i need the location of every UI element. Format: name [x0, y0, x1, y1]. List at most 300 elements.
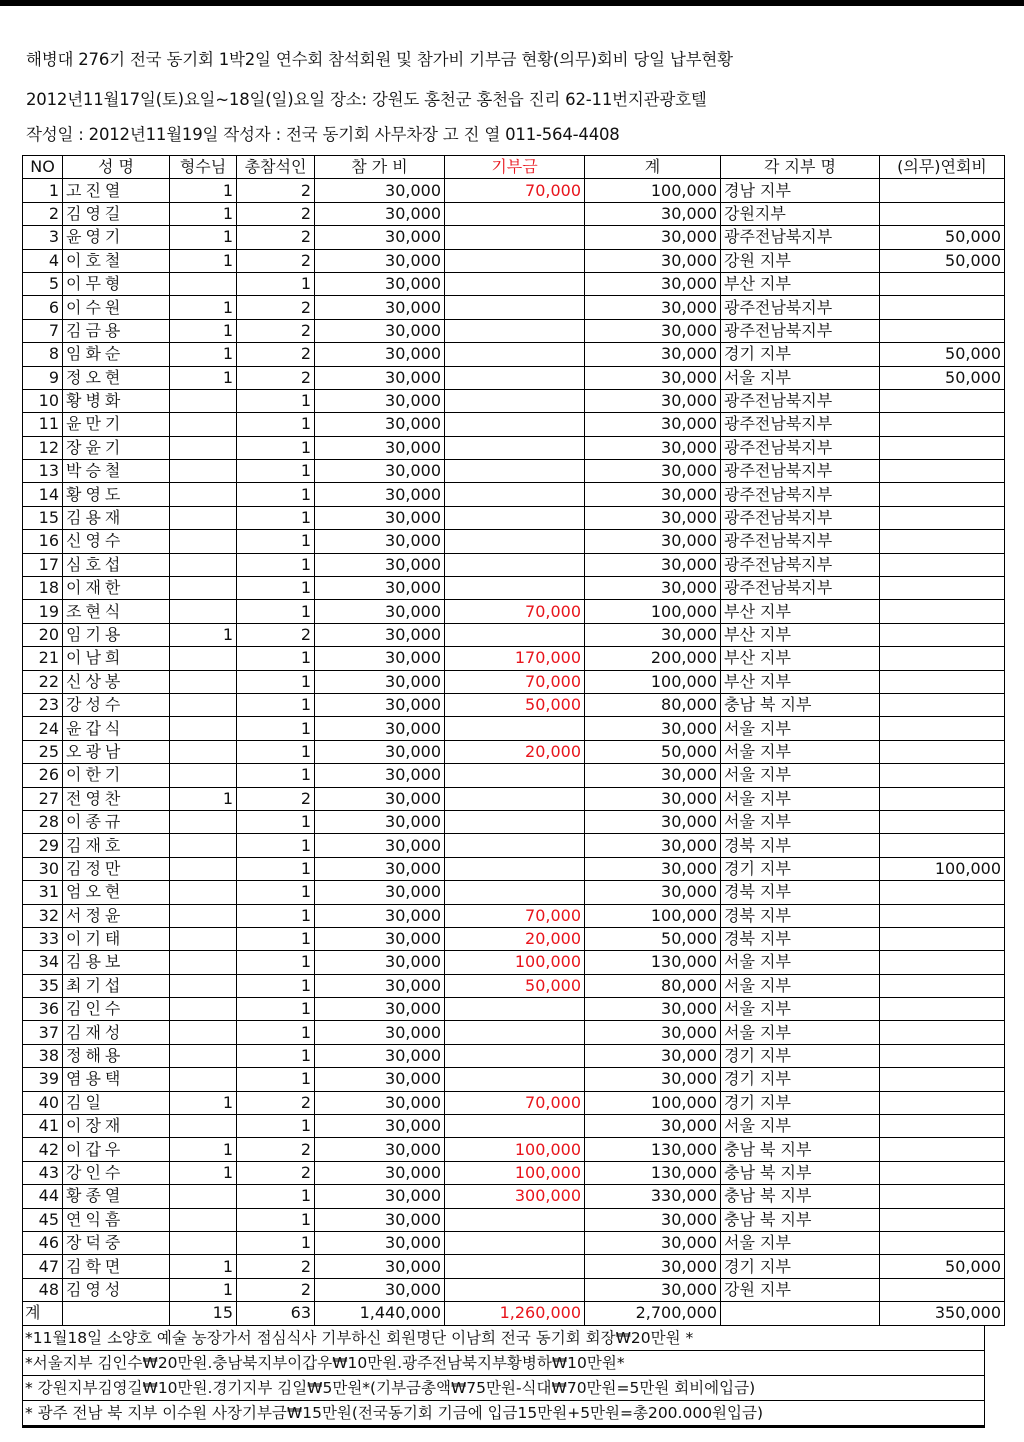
cell-dues: 50,000 [880, 343, 1005, 366]
cell-donation [445, 553, 585, 576]
table-row [23, 951, 1005, 974]
cell-fee: 30,000 [315, 881, 445, 904]
cell-name: 윤갑식 [63, 717, 170, 740]
cell-name: 이재한 [63, 577, 170, 600]
cell-dues [880, 1068, 1005, 1091]
cell-name: 이한기 [63, 764, 170, 787]
cell-dues: 50,000 [880, 249, 1005, 272]
cell-fee: 30,000 [315, 1255, 445, 1278]
total-branch-blank [721, 1302, 880, 1325]
cell-sister-in-law [170, 1185, 237, 1208]
cell-branch: 경기 지부 [721, 1255, 880, 1278]
cell-total: 130,000 [585, 1161, 721, 1184]
event-date-place: 2012년11월17일(토)요일~18일(일)요일 장소: 강원도 홍천군 홍천읍 진리 62-11번지관광호텔 [26, 90, 707, 109]
cell-donation [445, 272, 585, 295]
cell-dues [880, 1231, 1005, 1254]
cell-total: 30,000 [585, 1255, 721, 1278]
cell-branch: 서울 지부 [721, 717, 880, 740]
cell-no: 15 [23, 506, 63, 529]
cell-name: 김영성 [63, 1278, 170, 1301]
cell-donation [445, 857, 585, 880]
cell-donation [445, 413, 585, 436]
cell-total-attendees: 2 [237, 296, 315, 319]
cell-fee: 30,000 [315, 1021, 445, 1044]
cell-sister-in-law: 1 [170, 319, 237, 342]
cell-total: 30,000 [585, 1115, 721, 1138]
cell-donation [445, 1278, 585, 1301]
cell-total-attendees: 1 [237, 974, 315, 997]
cell-donation: 20,000 [445, 927, 585, 950]
cell-sister-in-law [170, 1115, 237, 1138]
cell-total: 30,000 [585, 1021, 721, 1044]
cell-sister-in-law [170, 577, 237, 600]
cell-sister-in-law [170, 389, 237, 412]
cell-dues [880, 1278, 1005, 1301]
cell-fee: 30,000 [315, 927, 445, 950]
cell-donation: 20,000 [445, 740, 585, 763]
cell-branch: 부산 지부 [721, 272, 880, 295]
table-row [23, 834, 1005, 857]
cell-fee: 30,000 [315, 1231, 445, 1254]
cell-donation: 170,000 [445, 647, 585, 670]
cell-fee: 30,000 [315, 834, 445, 857]
cell-branch: 광주전남북지부 [721, 436, 880, 459]
cell-name: 장덕중 [63, 1231, 170, 1254]
cell-branch: 광주전남북지부 [721, 530, 880, 553]
cell-no: 40 [23, 1091, 63, 1114]
table-row [23, 787, 1005, 810]
col-total-attendees: 총참석인 [237, 156, 315, 179]
table-row [23, 623, 1005, 646]
col-branch: 각 지부 명 [721, 156, 880, 179]
cell-sister-in-law: 1 [170, 623, 237, 646]
cell-total-attendees: 1 [237, 1068, 315, 1091]
cell-donation [445, 998, 585, 1021]
cell-no: 20 [23, 623, 63, 646]
cell-donation [445, 530, 585, 553]
total-sister-in-law: 15 [170, 1302, 237, 1325]
cell-dues [880, 1044, 1005, 1067]
cell-sister-in-law: 1 [170, 1091, 237, 1114]
cell-branch: 서울 지부 [721, 764, 880, 787]
cell-sister-in-law [170, 553, 237, 576]
cell-total-attendees: 1 [237, 998, 315, 1021]
cell-donation: 100,000 [445, 951, 585, 974]
cell-sister-in-law: 1 [170, 366, 237, 389]
cell-dues [880, 600, 1005, 623]
attendance-table [22, 155, 1005, 1326]
cell-no: 12 [23, 436, 63, 459]
cell-total: 100,000 [585, 1091, 721, 1114]
note-line: * 광주 전남 북 지부 이수원 사장기부금₩15만원(전국동기회 기금에 입금15만원+5만원=총200.000원입금) [23, 1400, 984, 1427]
cell-donation: 70,000 [445, 600, 585, 623]
table-row [23, 1231, 1005, 1254]
cell-dues [880, 413, 1005, 436]
cell-total-attendees: 1 [237, 1231, 315, 1254]
table-row [23, 998, 1005, 1021]
cell-name: 이기태 [63, 927, 170, 950]
cell-dues [880, 1208, 1005, 1231]
total-row [23, 1302, 1005, 1325]
cell-branch: 광주전남북지부 [721, 319, 880, 342]
table-row [23, 272, 1005, 295]
cell-no: 37 [23, 1021, 63, 1044]
cell-fee: 30,000 [315, 1161, 445, 1184]
cell-sister-in-law: 1 [170, 1255, 237, 1278]
cell-donation [445, 1115, 585, 1138]
cell-fee: 30,000 [315, 693, 445, 716]
cell-no: 13 [23, 460, 63, 483]
cell-fee: 30,000 [315, 740, 445, 763]
cell-fee: 30,000 [315, 810, 445, 833]
cell-sister-in-law [170, 483, 237, 506]
cell-fee: 30,000 [315, 436, 445, 459]
cell-sister-in-law [170, 740, 237, 763]
cell-total-attendees: 1 [237, 483, 315, 506]
table-row [23, 1091, 1005, 1114]
cell-name: 김재성 [63, 1021, 170, 1044]
cell-branch: 광주전남북지부 [721, 506, 880, 529]
note-line: *서울지부 김인수₩20만원.충남북지부이갑우₩10만원.광주전남북지부황병하₩10만원* [23, 1350, 984, 1375]
table-row [23, 577, 1005, 600]
cell-total: 100,000 [585, 904, 721, 927]
cell-total: 30,000 [585, 787, 721, 810]
cell-total-attendees: 2 [237, 1138, 315, 1161]
cell-branch: 서울 지부 [721, 787, 880, 810]
cell-total-attendees: 1 [237, 530, 315, 553]
cell-total: 30,000 [585, 834, 721, 857]
cell-fee: 30,000 [315, 249, 445, 272]
cell-no: 30 [23, 857, 63, 880]
cell-fee: 30,000 [315, 389, 445, 412]
cell-branch: 부산 지부 [721, 670, 880, 693]
cell-donation [445, 202, 585, 225]
table-row [23, 460, 1005, 483]
cell-donation [445, 343, 585, 366]
cell-branch: 서울 지부 [721, 810, 880, 833]
cell-sister-in-law [170, 1231, 237, 1254]
table-row [23, 343, 1005, 366]
cell-no: 19 [23, 600, 63, 623]
cell-fee: 30,000 [315, 647, 445, 670]
cell-fee: 30,000 [315, 202, 445, 225]
cell-fee: 30,000 [315, 904, 445, 927]
cell-name: 신상봉 [63, 670, 170, 693]
cell-dues [880, 904, 1005, 927]
cell-fee: 30,000 [315, 366, 445, 389]
cell-fee: 30,000 [315, 272, 445, 295]
cell-no: 28 [23, 810, 63, 833]
cell-dues [880, 693, 1005, 716]
cell-donation [445, 834, 585, 857]
cell-fee: 30,000 [315, 553, 445, 576]
cell-donation [445, 483, 585, 506]
cell-no: 26 [23, 764, 63, 787]
table-row [23, 857, 1005, 880]
table-row [23, 600, 1005, 623]
cell-donation [445, 577, 585, 600]
cell-branch: 경기 지부 [721, 857, 880, 880]
cell-fee: 30,000 [315, 226, 445, 249]
col-sister-in-law: 형수님 [170, 156, 237, 179]
cell-name: 최기섭 [63, 974, 170, 997]
cell-no: 34 [23, 951, 63, 974]
total-attendees: 63 [237, 1302, 315, 1325]
cell-dues [880, 787, 1005, 810]
cell-branch: 경기 지부 [721, 1044, 880, 1067]
cell-total-attendees: 2 [237, 1091, 315, 1114]
cell-donation: 50,000 [445, 974, 585, 997]
table-row [23, 1115, 1005, 1138]
cell-total: 30,000 [585, 530, 721, 553]
cell-total-attendees: 1 [237, 413, 315, 436]
cell-total: 30,000 [585, 764, 721, 787]
cell-no: 5 [23, 272, 63, 295]
cell-name: 이남희 [63, 647, 170, 670]
cell-dues [880, 202, 1005, 225]
cell-total-attendees: 1 [237, 904, 315, 927]
cell-total: 30,000 [585, 343, 721, 366]
cell-donation: 300,000 [445, 1185, 585, 1208]
cell-no: 7 [23, 319, 63, 342]
cell-total: 30,000 [585, 202, 721, 225]
cell-sister-in-law [170, 857, 237, 880]
cell-branch: 서울 지부 [721, 1231, 880, 1254]
cell-fee: 30,000 [315, 974, 445, 997]
cell-total: 30,000 [585, 436, 721, 459]
cell-name: 김인수 [63, 998, 170, 1021]
cell-total: 30,000 [585, 226, 721, 249]
cell-total: 30,000 [585, 553, 721, 576]
col-annual-dues: (의무)연회비 [880, 156, 1005, 179]
cell-total-attendees: 1 [237, 834, 315, 857]
cell-dues [880, 1138, 1005, 1161]
table-row [23, 904, 1005, 927]
cell-branch: 서울 지부 [721, 998, 880, 1021]
cell-sister-in-law [170, 974, 237, 997]
cell-donation: 100,000 [445, 1138, 585, 1161]
cell-branch: 광주전남북지부 [721, 226, 880, 249]
cell-fee: 30,000 [315, 506, 445, 529]
cell-no: 38 [23, 1044, 63, 1067]
cell-branch: 충남 북 지부 [721, 1161, 880, 1184]
cell-no: 35 [23, 974, 63, 997]
cell-sister-in-law [170, 1044, 237, 1067]
cell-sister-in-law [170, 881, 237, 904]
note-line: * 강원지부김영길₩10만원.경기지부 김일₩5만원*(기부금총액₩75만원-식대₩70만원=5만원 회비에입금) [23, 1375, 984, 1400]
cell-total-attendees: 1 [237, 951, 315, 974]
cell-name: 장윤기 [63, 436, 170, 459]
cell-total-attendees: 1 [237, 577, 315, 600]
table-row [23, 1208, 1005, 1231]
cell-donation [445, 881, 585, 904]
cell-dues [880, 740, 1005, 763]
cell-branch: 경북 지부 [721, 927, 880, 950]
cell-no: 45 [23, 1208, 63, 1231]
cell-fee: 30,000 [315, 670, 445, 693]
cell-branch: 경기 지부 [721, 1068, 880, 1091]
table-row [23, 1185, 1005, 1208]
cell-dues [880, 717, 1005, 740]
table-row [23, 506, 1005, 529]
table-row [23, 670, 1005, 693]
table-row [23, 1021, 1005, 1044]
cell-no: 27 [23, 787, 63, 810]
cell-branch: 경북 지부 [721, 904, 880, 927]
table-row [23, 647, 1005, 670]
cell-branch: 광주전남북지부 [721, 413, 880, 436]
cell-sister-in-law [170, 530, 237, 553]
cell-name: 강인수 [63, 1161, 170, 1184]
cell-sister-in-law [170, 927, 237, 950]
cell-name: 이호철 [63, 249, 170, 272]
cell-total: 100,000 [585, 600, 721, 623]
cell-no: 39 [23, 1068, 63, 1091]
cell-dues [880, 974, 1005, 997]
cell-sister-in-law: 1 [170, 296, 237, 319]
notes-box [22, 1326, 985, 1428]
table-row [23, 717, 1005, 740]
cell-sister-in-law: 1 [170, 226, 237, 249]
total-label: 계 [23, 1302, 63, 1325]
cell-dues [880, 530, 1005, 553]
cell-dues [880, 272, 1005, 295]
cell-fee: 30,000 [315, 530, 445, 553]
cell-donation [445, 717, 585, 740]
cell-sister-in-law [170, 1068, 237, 1091]
cell-sister-in-law [170, 460, 237, 483]
cell-total: 30,000 [585, 998, 721, 1021]
cell-name: 강성수 [63, 693, 170, 716]
document-title: 해병대 276기 전국 동기회 1박2일 연수회 참석회원 및 참가비 기부금 현황(의무)회비 당일 납부현황 [26, 50, 733, 69]
cell-no: 47 [23, 1255, 63, 1278]
cell-fee: 30,000 [315, 296, 445, 319]
cell-total-attendees: 1 [237, 436, 315, 459]
col-total: 계 [585, 156, 721, 179]
cell-name: 이종규 [63, 810, 170, 833]
table-row [23, 1044, 1005, 1067]
cell-sister-in-law [170, 998, 237, 1021]
cell-donation [445, 810, 585, 833]
cell-total-attendees: 2 [237, 1161, 315, 1184]
cell-total-attendees: 2 [237, 1278, 315, 1301]
cell-fee: 30,000 [315, 787, 445, 810]
cell-fee: 30,000 [315, 1044, 445, 1067]
cell-total: 30,000 [585, 623, 721, 646]
cell-total: 30,000 [585, 272, 721, 295]
cell-dues [880, 927, 1005, 950]
cell-sister-in-law: 1 [170, 1278, 237, 1301]
cell-no: 1 [23, 179, 63, 202]
cell-name: 김영길 [63, 202, 170, 225]
table-row [23, 483, 1005, 506]
table-row [23, 249, 1005, 272]
cell-fee: 30,000 [315, 600, 445, 623]
cell-name: 박승철 [63, 460, 170, 483]
table-row [23, 366, 1005, 389]
cell-donation [445, 1208, 585, 1231]
cell-donation: 70,000 [445, 1091, 585, 1114]
cell-total-attendees: 1 [237, 600, 315, 623]
cell-branch: 강원 지부 [721, 1278, 880, 1301]
cell-no: 3 [23, 226, 63, 249]
table-row [23, 1255, 1005, 1278]
table-row [23, 319, 1005, 342]
cell-branch: 충남 북 지부 [721, 1138, 880, 1161]
cell-name: 윤영기 [63, 226, 170, 249]
cell-fee: 30,000 [315, 1068, 445, 1091]
cell-total-attendees: 1 [237, 740, 315, 763]
cell-total-attendees: 1 [237, 693, 315, 716]
cell-total: 200,000 [585, 647, 721, 670]
cell-branch: 서울 지부 [721, 1115, 880, 1138]
cell-branch: 충남 북 지부 [721, 693, 880, 716]
cell-total: 30,000 [585, 717, 721, 740]
cell-branch: 서울 지부 [721, 951, 880, 974]
cell-branch: 광주전남북지부 [721, 553, 880, 576]
cell-total: 30,000 [585, 1208, 721, 1231]
cell-dues [880, 881, 1005, 904]
cell-donation [445, 389, 585, 412]
cell-donation [445, 460, 585, 483]
cell-name: 고진열 [63, 179, 170, 202]
table-row [23, 764, 1005, 787]
cell-dues [880, 319, 1005, 342]
cell-dues [880, 436, 1005, 459]
cell-donation [445, 787, 585, 810]
total-sum: 2,700,000 [585, 1302, 721, 1325]
cell-total: 30,000 [585, 296, 721, 319]
cell-name: 김정만 [63, 857, 170, 880]
cell-sister-in-law: 1 [170, 1161, 237, 1184]
cell-sister-in-law [170, 1021, 237, 1044]
col-donation: 기부금 [445, 156, 585, 179]
cell-sister-in-law: 1 [170, 1138, 237, 1161]
cell-name: 정해용 [63, 1044, 170, 1067]
cell-branch: 부산 지부 [721, 623, 880, 646]
cell-total: 130,000 [585, 951, 721, 974]
cell-name: 오광남 [63, 740, 170, 763]
cell-fee: 30,000 [315, 1091, 445, 1114]
cell-dues [880, 296, 1005, 319]
cell-name: 염용택 [63, 1068, 170, 1091]
cell-no: 18 [23, 577, 63, 600]
cell-sister-in-law [170, 506, 237, 529]
cell-fee: 30,000 [315, 998, 445, 1021]
cell-no: 4 [23, 249, 63, 272]
cell-total: 30,000 [585, 460, 721, 483]
cell-sister-in-law [170, 764, 237, 787]
cell-fee: 30,000 [315, 623, 445, 646]
cell-dues: 50,000 [880, 1255, 1005, 1278]
cell-name: 김용재 [63, 506, 170, 529]
cell-sister-in-law: 1 [170, 179, 237, 202]
cell-donation [445, 436, 585, 459]
cell-branch: 서울 지부 [721, 366, 880, 389]
cell-total-attendees: 1 [237, 1115, 315, 1138]
table-row [23, 530, 1005, 553]
cell-sister-in-law: 1 [170, 787, 237, 810]
cell-sister-in-law [170, 670, 237, 693]
cell-dues [880, 553, 1005, 576]
cell-total: 30,000 [585, 483, 721, 506]
cell-name: 황종열 [63, 1185, 170, 1208]
cell-no: 44 [23, 1185, 63, 1208]
cell-name: 윤만기 [63, 413, 170, 436]
cell-sister-in-law [170, 810, 237, 833]
cell-branch: 강원 지부 [721, 249, 880, 272]
table-row [23, 693, 1005, 716]
